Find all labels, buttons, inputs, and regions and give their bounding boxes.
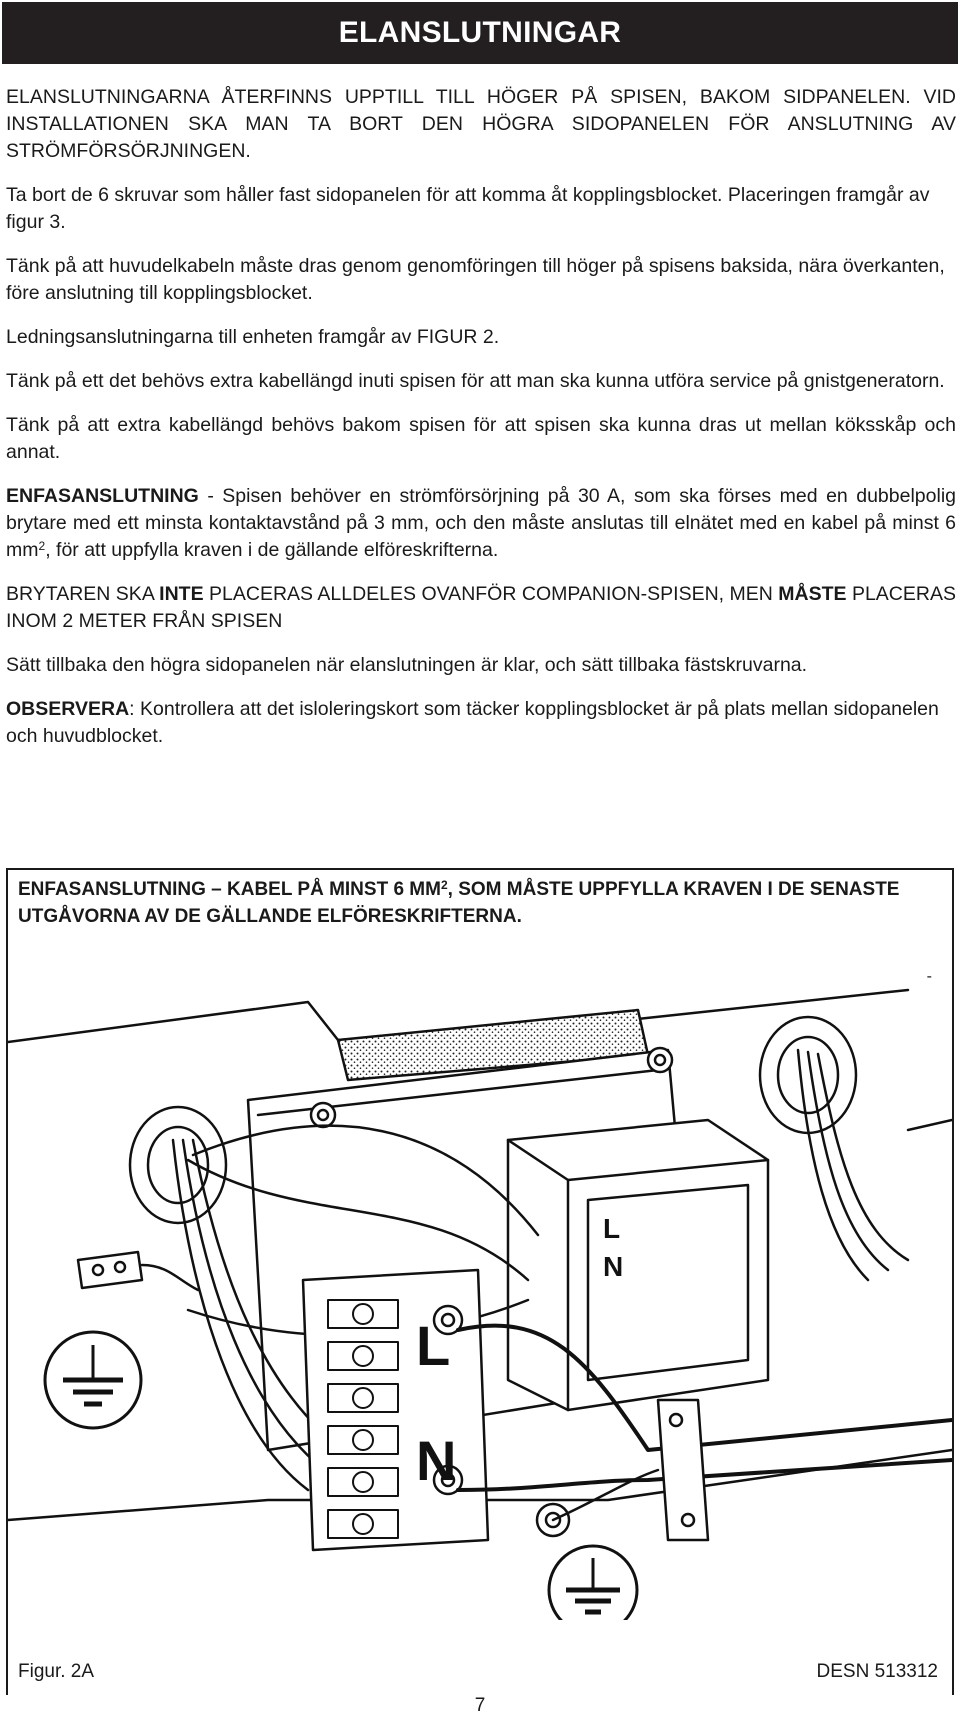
page-header <box>2 2 958 64</box>
paragraph-7-bold: ENFASANSLUTNING <box>6 485 199 507</box>
paragraph-9: Sätt tillbaka den högra sidopanelen när elanslutningen är klar, och sätt tillbaka fästskruvarna. <box>6 654 808 676</box>
paragraph-2: Ta bort de 6 skruvar som håller fast sidopanelen för att komma åt kopplingsblocket. Placeringen framgår av figur 3. <box>6 184 930 233</box>
paragraph-3: Tänk på att huvudelkabeln måste dras genom genomföringen till höger på spisens baksida, nära överkanten, före anslutning till kopplingsblocket. <box>6 255 945 304</box>
paragraph-8-a: BRYTAREN SKA <box>6 583 160 605</box>
paragraph-1: ELANSLUTNINGARNA ÅTERFINNS UPPTILL TILL HÖGER PÅ SPISEN, BAKOM SIDPANELEN. VID INSTALLATIONEN SKA MAN TA BORT DEN HÖGRA SIDOPANELEN FÖR ANSLUTNING AV STRÖMFÖRSÖRJNINGEN. <box>6 86 956 162</box>
figure-caption: Figur. 2A <box>18 1661 95 1682</box>
paragraph-8-c: PLACERAS ALLDELES OVANFÖR COMPANION-SPISEN, MEN <box>203 583 779 605</box>
figure-title-sup: 2 <box>440 878 448 892</box>
figure-title <box>18 876 946 930</box>
paragraph-7 <box>6 483 956 564</box>
paragraph-4: Ledningsanslutningarna till enheten framgår av FIGUR 2. <box>6 326 500 348</box>
paragraph-7-text2: , för att uppfylla kraven i de gällande elföreskrifterna. <box>45 539 499 561</box>
paragraph-6: Tänk på att extra kabellängd behövs bakom spisen för att spisen ska kunna dras ut mellan köksskåp och annat. <box>6 414 956 463</box>
paragraph-8-e: PLACERAS INOM 2 METER FRÅN SPISEN <box>6 583 956 632</box>
paragraph-5: Tänk på ett det behövs extra kabellängd inuti spisen för att man ska kunna utföra service på gnistgeneratorn. <box>6 370 945 392</box>
figure-title-b: , SOM MÅSTE UPPFYLLA KRAVEN I DE SENASTE UTGÅVORNA AV DE GÄLLANDE ELFÖRESKRIFTERNA. <box>18 879 900 927</box>
page-title: ELANSLUTNINGAR <box>338 16 622 49</box>
wiring-illustration <box>8 980 952 1620</box>
earth-icon <box>45 1332 141 1428</box>
paragraph-8 <box>6 581 956 635</box>
paragraph-10 <box>6 696 956 750</box>
page-number: 7 <box>0 1695 960 1717</box>
earth-icon <box>549 1546 637 1620</box>
paragraph-8-b: INTE <box>159 583 204 605</box>
generator-label-N: N <box>603 1251 624 1282</box>
figure-dash: - <box>926 968 932 985</box>
paragraph-8-d: MÅSTE <box>778 583 847 605</box>
terminal-label-N: N <box>416 1429 457 1492</box>
generator-label-L: L <box>603 1213 621 1244</box>
figure-code: DESN 513312 <box>816 1661 938 1682</box>
figure-title-a: ENFASANSLUTNING – KABEL PÅ MINST 6 MM <box>18 879 441 900</box>
paragraph-10-text: : Kontrollera att det isloleringskort som täcker kopplingsblocket är på plats mellan sidopanelen och huvudblocket. <box>6 698 939 747</box>
figure-box <box>6 868 954 1697</box>
paragraph-7-sup: 2 <box>38 539 46 553</box>
paragraph-10-bold: OBSERVERA <box>6 698 130 720</box>
paragraph-7-text: - Spisen behöver en strömförsörjning på 30 A, som ska förses med en dubbelpolig brytare med ett minsta kontaktavstånd på 3 mm, och den måste anslutas till elnätet med en kabel på minst 6 mm <box>6 485 956 561</box>
terminal-label-L: L <box>416 1314 451 1377</box>
body-text <box>6 84 956 767</box>
